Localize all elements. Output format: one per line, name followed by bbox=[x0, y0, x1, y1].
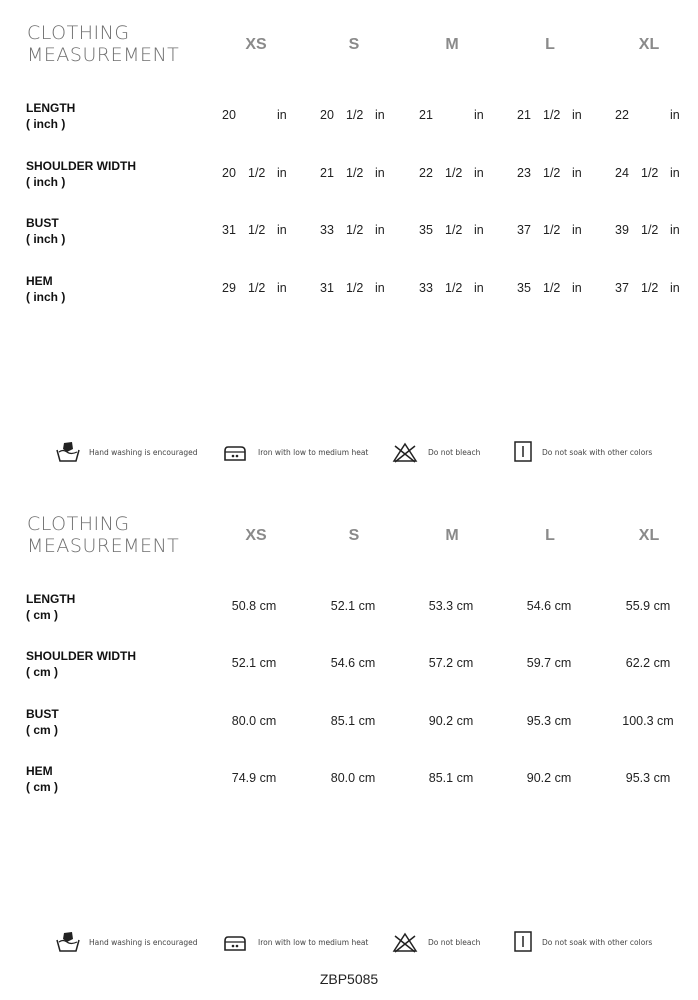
measurement-name: HEM bbox=[26, 764, 53, 778]
value-whole: 21 bbox=[517, 108, 531, 122]
title-line-1: CLOTHING bbox=[27, 22, 130, 44]
row-label bbox=[26, 158, 136, 190]
measurement-unit: ( cm ) bbox=[26, 608, 59, 622]
row-label bbox=[26, 273, 65, 305]
value-whole: 22 bbox=[615, 108, 629, 122]
table-cell: 59.7 cm bbox=[526, 656, 572, 670]
value-whole: 37 bbox=[615, 281, 629, 295]
table-row bbox=[0, 100, 698, 140]
value-whole: 22 bbox=[419, 166, 433, 180]
table-row bbox=[0, 648, 698, 688]
hand-wash-icon bbox=[55, 440, 81, 464]
no-bleach-icon bbox=[392, 930, 418, 954]
table-cell: 54.6 cm bbox=[526, 599, 572, 613]
value-whole: 20 bbox=[222, 166, 236, 180]
value-whole: 37 bbox=[517, 223, 531, 237]
measurement-unit: ( cm ) bbox=[26, 780, 59, 794]
measurement-unit: ( cm ) bbox=[26, 723, 59, 737]
value-unit: in bbox=[474, 281, 484, 295]
value-whole: 39 bbox=[615, 223, 629, 237]
care-text: Do not bleach bbox=[428, 938, 481, 947]
value-unit: in bbox=[670, 281, 680, 295]
table-cell: 90.2 cm bbox=[526, 771, 572, 785]
table-cell: 95.3 cm bbox=[625, 771, 671, 785]
size-header-xl: XL bbox=[638, 36, 660, 53]
care-text: Hand washing is encouraged bbox=[89, 938, 198, 947]
iron-icon bbox=[222, 440, 248, 464]
size-header-m: M bbox=[445, 527, 459, 544]
care-text: Hand washing is encouraged bbox=[89, 448, 198, 457]
care-text: Do not bleach bbox=[428, 448, 481, 457]
value-whole: 23 bbox=[517, 166, 531, 180]
value-unit: in bbox=[670, 108, 680, 122]
row-label bbox=[26, 706, 59, 738]
value-unit: in bbox=[474, 166, 484, 180]
value-unit: in bbox=[572, 108, 582, 122]
care-text: Do not soak with other colors bbox=[542, 938, 653, 947]
table-cell: 55.9 cm bbox=[625, 599, 671, 613]
no-bleach-icon bbox=[392, 440, 418, 464]
value-fraction: 1/2 bbox=[346, 223, 364, 237]
measurement-name: BUST bbox=[26, 216, 59, 230]
value-unit: in bbox=[277, 223, 287, 237]
row-label bbox=[26, 591, 75, 623]
value-fraction: 1/2 bbox=[543, 108, 561, 122]
value-fraction: 1/2 bbox=[346, 108, 364, 122]
table-row bbox=[0, 706, 698, 746]
value-fraction: 1/2 bbox=[346, 281, 364, 295]
value-whole: 33 bbox=[419, 281, 433, 295]
title-line-2: MEASUREMENT bbox=[27, 535, 180, 557]
size-header-xs: XS bbox=[245, 527, 267, 544]
size-header-m: M bbox=[445, 36, 459, 53]
value-unit: in bbox=[670, 166, 680, 180]
measurement-name: HEM bbox=[26, 274, 53, 288]
title-line-2: MEASUREMENT bbox=[27, 44, 180, 66]
table-cell: 57.2 cm bbox=[428, 656, 474, 670]
measurement-name: LENGTH bbox=[26, 592, 76, 606]
table-row bbox=[0, 215, 698, 255]
size-header-xl: XL bbox=[638, 527, 660, 544]
no-soak-icon bbox=[512, 930, 538, 954]
table-row bbox=[0, 591, 698, 631]
section-title bbox=[27, 513, 179, 557]
table-cell: 54.6 cm bbox=[330, 656, 376, 670]
value-fraction: 1/2 bbox=[445, 223, 463, 237]
table-cell: 50.8 cm bbox=[231, 599, 277, 613]
value-unit: in bbox=[375, 108, 385, 122]
product-code: ZBP5085 bbox=[319, 971, 379, 987]
table-row bbox=[0, 158, 698, 198]
size-header-l: L bbox=[545, 527, 555, 544]
measurement-unit: ( inch ) bbox=[26, 232, 66, 246]
value-unit: in bbox=[375, 223, 385, 237]
value-fraction: 1/2 bbox=[543, 223, 561, 237]
value-whole: 20 bbox=[222, 108, 236, 122]
iron-icon bbox=[222, 930, 248, 954]
title-line-1: CLOTHING bbox=[27, 513, 130, 535]
table-cell: 80.0 cm bbox=[330, 771, 376, 785]
size-header-xs: XS bbox=[245, 36, 267, 53]
size-header-l: L bbox=[545, 36, 555, 53]
value-unit: in bbox=[572, 223, 582, 237]
row-label bbox=[26, 100, 75, 132]
care-text: Iron with low to medium heat bbox=[258, 938, 369, 947]
value-unit: in bbox=[375, 166, 385, 180]
value-whole: 31 bbox=[320, 281, 334, 295]
row-label bbox=[26, 215, 65, 247]
value-unit: in bbox=[277, 166, 287, 180]
table-cell: 62.2 cm bbox=[625, 656, 671, 670]
value-unit: in bbox=[277, 108, 287, 122]
value-fraction: 1/2 bbox=[445, 166, 463, 180]
value-whole: 31 bbox=[222, 223, 236, 237]
value-fraction: 1/2 bbox=[543, 281, 561, 295]
row-label bbox=[26, 763, 58, 795]
table-row bbox=[0, 763, 698, 803]
value-whole: 33 bbox=[320, 223, 334, 237]
value-fraction: 1/2 bbox=[641, 281, 659, 295]
care-instructions bbox=[0, 930, 698, 960]
measurement-unit: ( inch ) bbox=[26, 175, 66, 189]
size-header-s: S bbox=[348, 36, 360, 53]
table-cell: 52.1 cm bbox=[330, 599, 376, 613]
value-whole: 35 bbox=[517, 281, 531, 295]
table-cell: 80.0 cm bbox=[231, 714, 277, 728]
no-soak-icon bbox=[512, 440, 538, 464]
table-cell: 52.1 cm bbox=[231, 656, 277, 670]
care-text: Iron with low to medium heat bbox=[258, 448, 369, 457]
value-unit: in bbox=[474, 223, 484, 237]
value-unit: in bbox=[572, 281, 582, 295]
value-whole: 29 bbox=[222, 281, 236, 295]
size-header-s: S bbox=[348, 527, 360, 544]
value-fraction: 1/2 bbox=[346, 166, 364, 180]
care-text: Do not soak with other colors bbox=[542, 448, 653, 457]
table-cell: 85.1 cm bbox=[330, 714, 376, 728]
table-row bbox=[0, 273, 698, 313]
measurement-name: LENGTH bbox=[26, 101, 76, 115]
measurement-unit: ( cm ) bbox=[26, 665, 59, 679]
value-unit: in bbox=[670, 223, 680, 237]
table-cell: 100.3 cm bbox=[622, 714, 674, 728]
value-whole: 21 bbox=[320, 166, 334, 180]
table-cell: 95.3 cm bbox=[526, 714, 572, 728]
table-cell: 53.3 cm bbox=[428, 599, 474, 613]
value-fraction: 1/2 bbox=[248, 223, 266, 237]
section-title bbox=[27, 22, 179, 66]
table-cell: 90.2 cm bbox=[428, 714, 474, 728]
value-unit: in bbox=[277, 281, 287, 295]
measurement-name: BUST bbox=[26, 707, 59, 721]
hand-wash-icon bbox=[55, 930, 81, 954]
table-cell: 85.1 cm bbox=[428, 771, 474, 785]
value-fraction: 1/2 bbox=[248, 166, 266, 180]
value-whole: 35 bbox=[419, 223, 433, 237]
care-instructions bbox=[0, 440, 698, 470]
measurement-name: SHOULDER WIDTH bbox=[26, 649, 136, 663]
value-whole: 24 bbox=[615, 166, 629, 180]
value-fraction: 1/2 bbox=[641, 223, 659, 237]
value-fraction: 1/2 bbox=[248, 281, 266, 295]
value-fraction: 1/2 bbox=[641, 166, 659, 180]
value-whole: 20 bbox=[320, 108, 334, 122]
value-fraction: 1/2 bbox=[543, 166, 561, 180]
value-unit: in bbox=[474, 108, 484, 122]
measurement-unit: ( inch ) bbox=[26, 290, 66, 304]
measurement-name: SHOULDER WIDTH bbox=[26, 159, 136, 173]
value-unit: in bbox=[572, 166, 582, 180]
measurement-unit: ( inch ) bbox=[26, 117, 66, 131]
value-whole: 21 bbox=[419, 108, 433, 122]
value-unit: in bbox=[375, 281, 385, 295]
size-chart-inch bbox=[0, 0, 698, 490]
size-chart-cm bbox=[0, 490, 698, 960]
table-cell: 74.9 cm bbox=[231, 771, 277, 785]
value-fraction: 1/2 bbox=[445, 281, 463, 295]
row-label bbox=[26, 648, 136, 680]
